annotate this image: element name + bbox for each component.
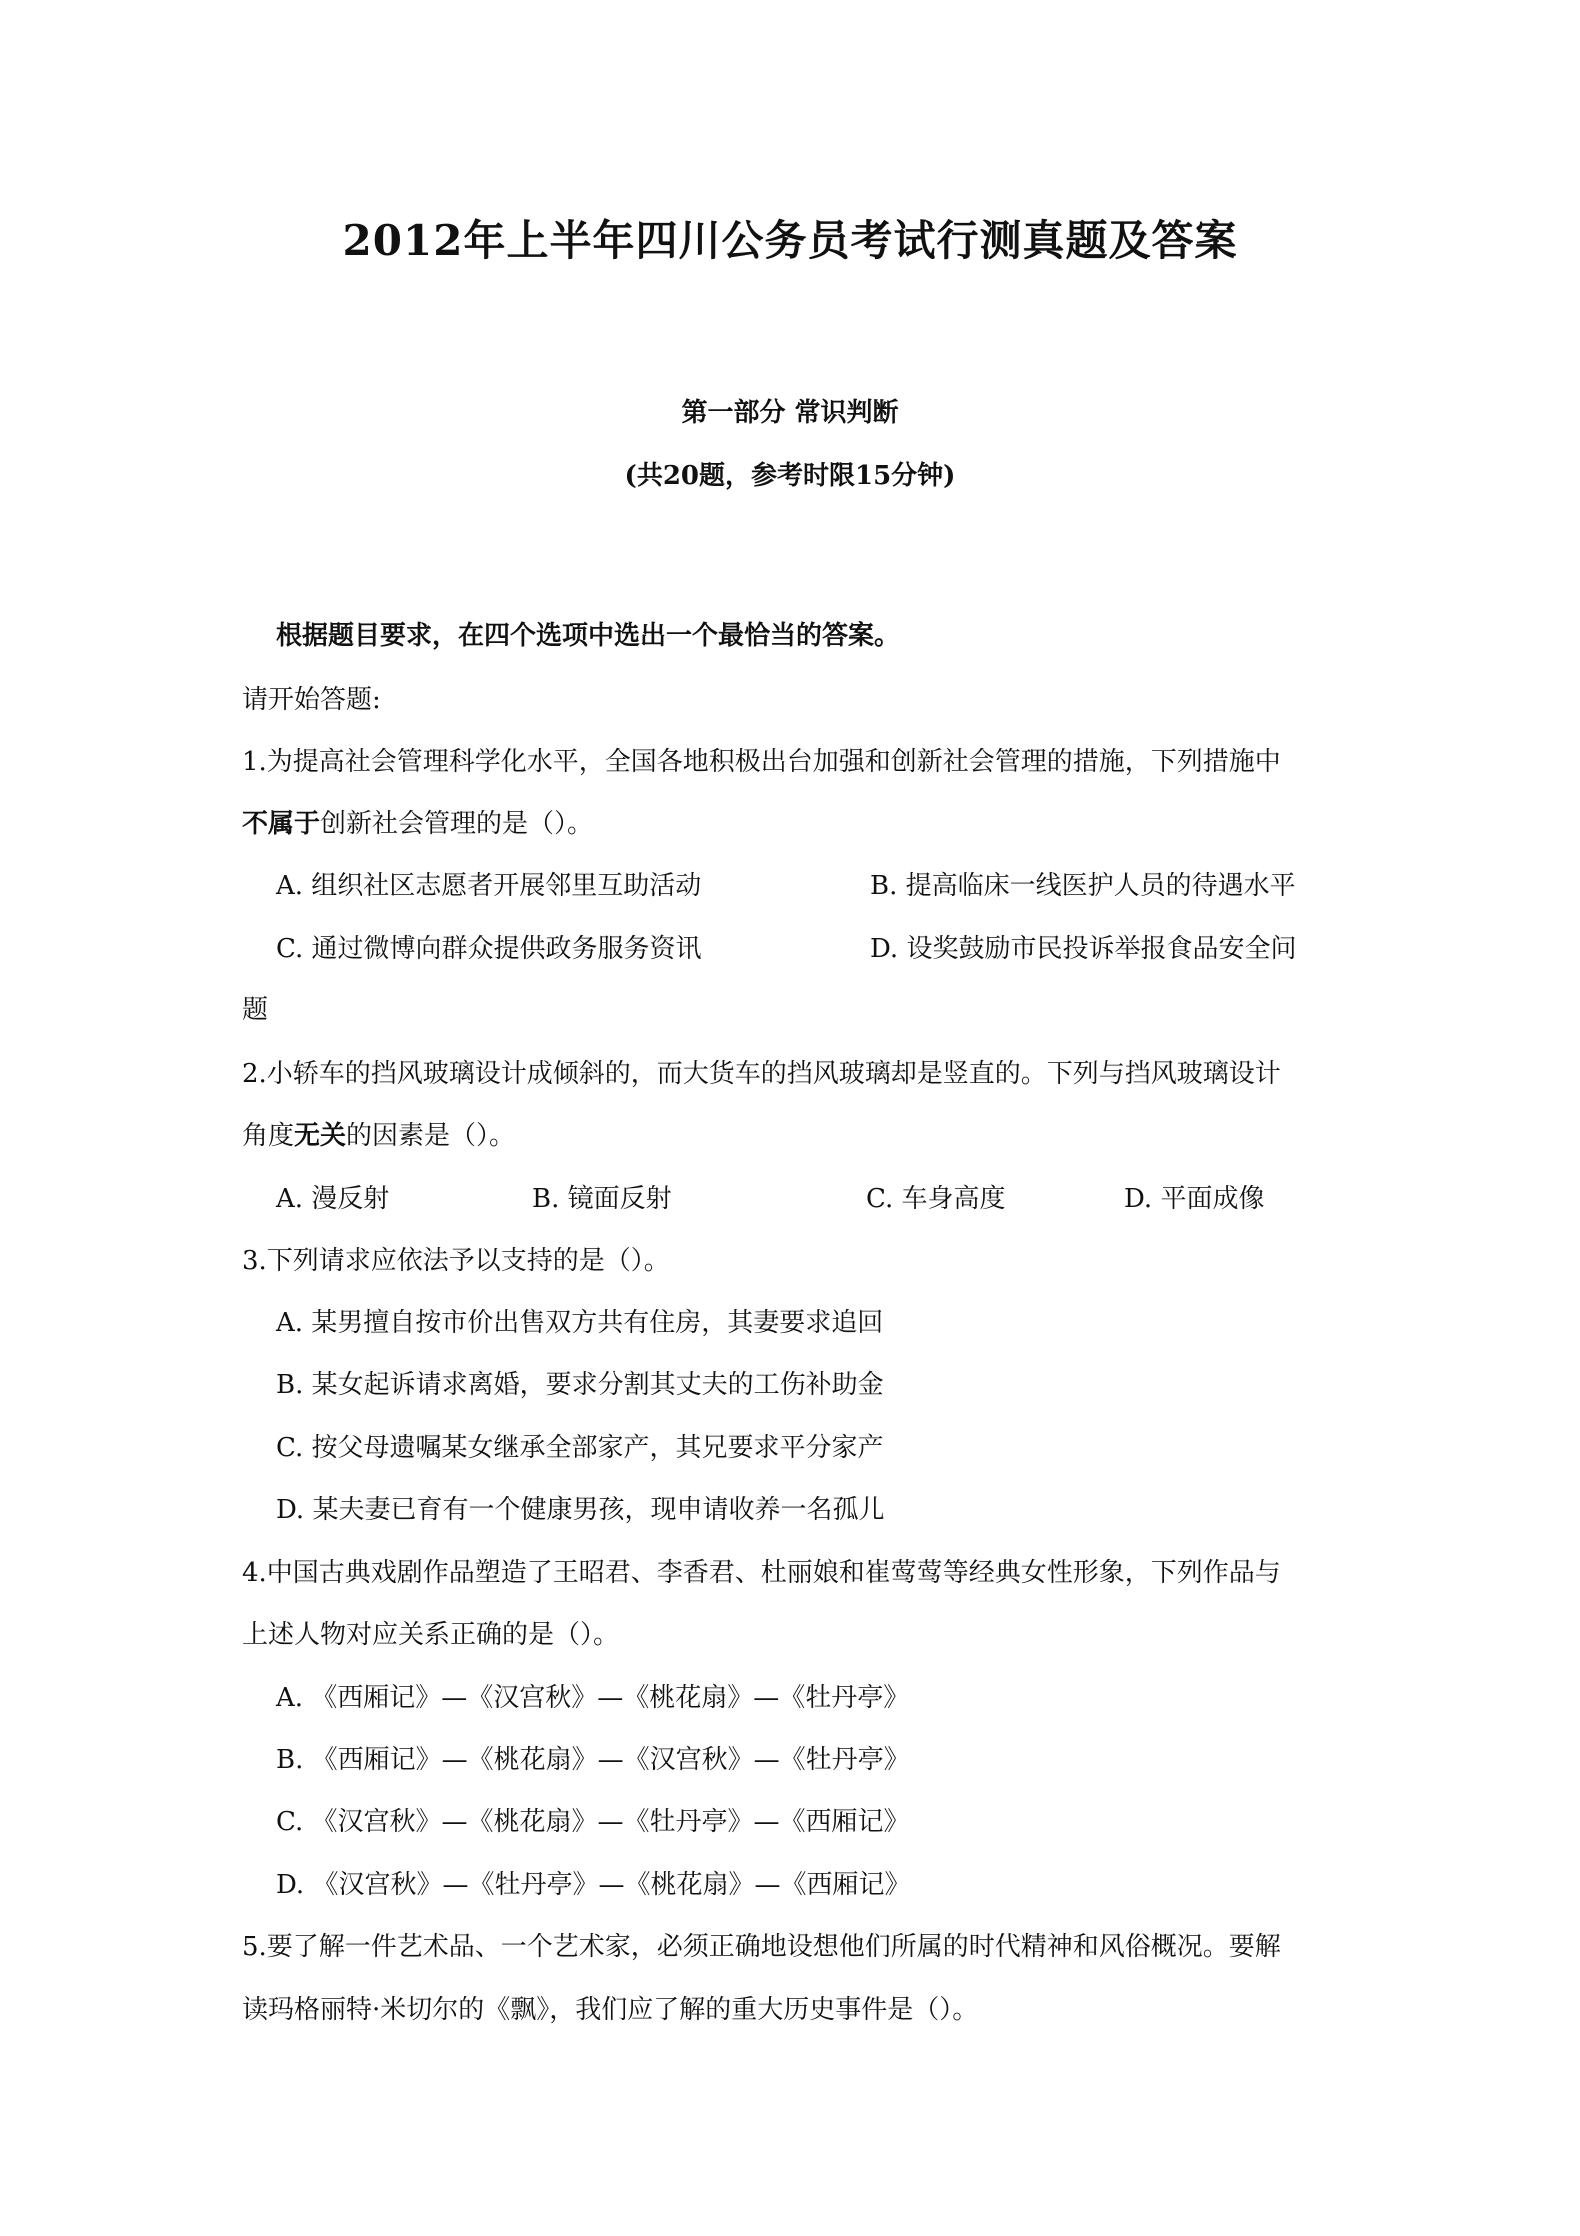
q4-stem-line2: 上述人物对应关系正确的是（）。 [242,1620,620,1650]
q2-stem-line1: 2.小轿车的挡风玻璃设计成倾斜的，而大货车的挡风玻璃却是竖直的。下列与挡风玻璃设计 [242,1059,1281,1089]
q4-option-a: A. 《西厢记》—《汉宫秋》—《桃花扇》—《牡丹亭》 [276,1683,910,1713]
q4-option-c: C. 《汉宫秋》—《桃花扇》—《牡丹亭》—《西厢记》 [276,1807,910,1837]
q5-stem-line1: 5.要了解一件艺术品、一个艺术家，必须正确地设想他们所属的时代精神和风俗概况。要解 [242,1932,1281,1962]
q2-stem-pre: 角度 [242,1121,295,1151]
q2-option-b: B. 镜面反射 [532,1184,672,1214]
q4-option-b: B. 《西厢记》—《桃花扇》—《汉宫秋》—《牡丹亭》 [276,1745,910,1775]
q1-option-d: D. 设奖鼓励市民投诉举报食品安全问 [870,934,1297,964]
q5-stem-line2: 读玛格丽特·米切尔的《飘》，我们应了解的重大历史事件是（）。 [242,1995,979,2025]
q3-option-d: D. 某夫妻已育有一个健康男孩，现申请收养一名孤儿 [276,1495,885,1525]
q2-stem-line2 [242,1119,515,1153]
q2-option-c: C. 车身高度 [866,1184,1006,1214]
q2-option-d: D. 平面成像 [1124,1184,1265,1214]
start-text: 请开始答题: [242,685,381,715]
q1-option-d-wrap: 题 [242,995,269,1025]
q1-stem-line2 [242,807,593,841]
part-heading: 第一部分 常识判断 [681,398,899,428]
q3-option-b: B. 某女起诉请求离婚，要求分割其丈夫的工伤补助金 [276,1370,884,1400]
part-subheading: (共20题，参考时限15分钟) [624,461,956,491]
q1-option-b: B. 提高临床一线医护人员的待遇水平 [870,871,1296,901]
q4-stem-line1: 4.中国古典戏剧作品塑造了王昭君、李香君、杜丽娘和崔莺莺等经典女性形象，下列作品与 [242,1558,1281,1588]
q4-option-d: D. 《汉宫秋》—《牡丹亭》—《桃花扇》—《西厢记》 [276,1870,911,1900]
q2-stem-rest: 的因素是（）。 [346,1121,516,1151]
q3-stem: 3.下列请求应依法予以支持的是（）。 [242,1246,670,1276]
document-title: 2012年上半年四川公务员考试行测真题及答案 [342,216,1238,265]
q1-option-c: C. 通过微博向群众提供政务服务资讯 [276,934,702,964]
q1-stem-rest: 创新社会管理的是（）。 [320,809,594,839]
q3-option-a: A. 某男擅自按市价出售双方共有住房，其妻要求追回 [276,1308,884,1338]
instruction-text: 根据题目要求，在四个选项中选出一个最恰当的答案。 [276,621,901,651]
q1-stem-line1: 1.为提高社会管理科学化水平，全国各地积极出台加强和创新社会管理的措施，下列措施中 [242,747,1281,777]
q1-emphasis: 不属于 [242,809,321,839]
q3-option-c: C. 按父母遗嘱某女继承全部家产，其兄要求平分家产 [276,1433,884,1463]
q1-option-a: A. 组织社区志愿者开展邻里互助活动 [276,871,702,901]
q2-emphasis: 无关 [294,1121,347,1151]
q2-option-a: A. 漫反射 [276,1184,390,1214]
